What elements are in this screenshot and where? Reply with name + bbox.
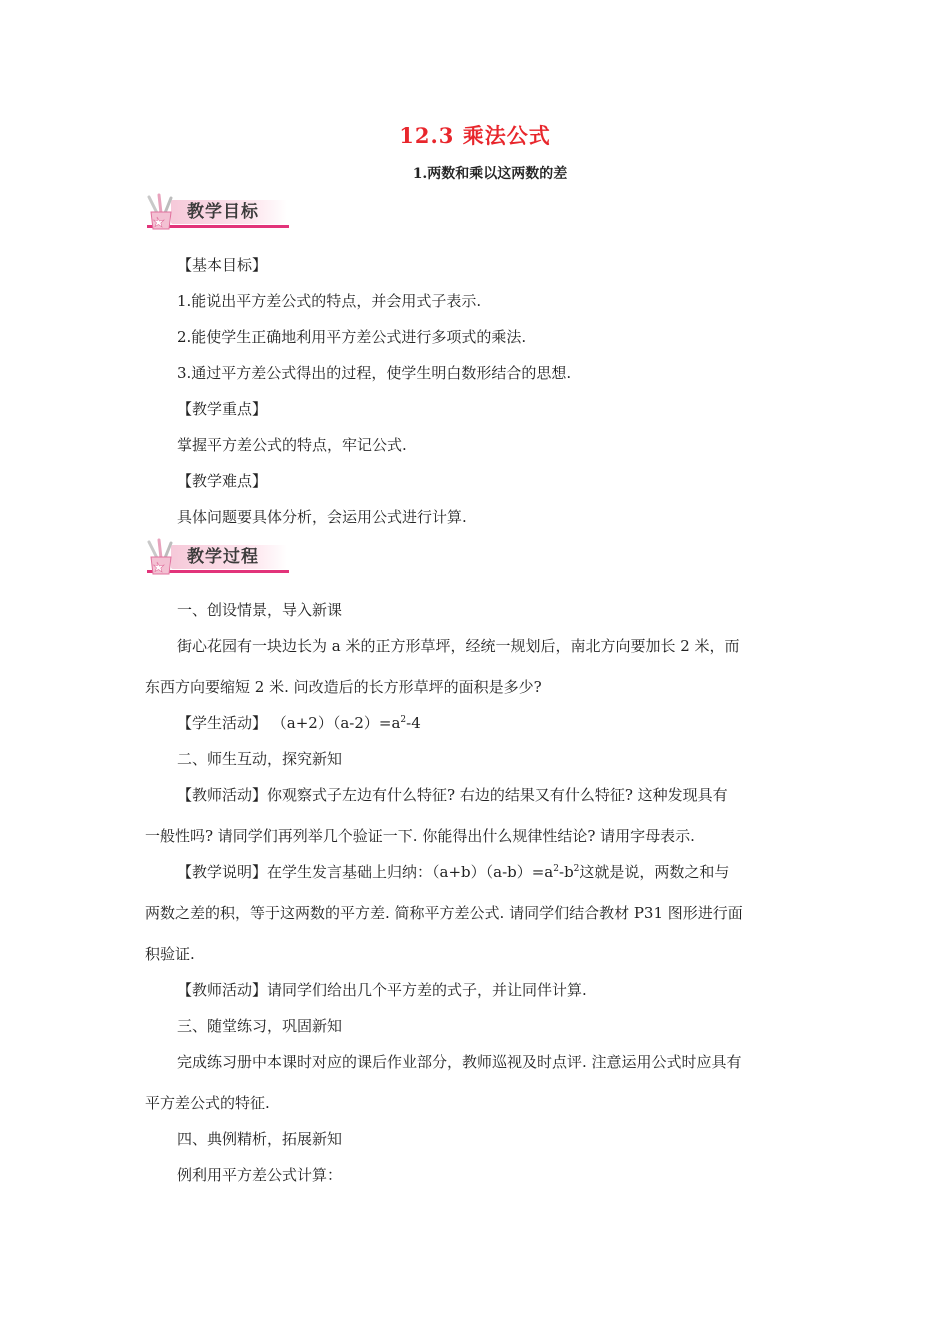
- teaching-note-line-1: [177, 862, 729, 882]
- example-line: 例利用平方差公式计算：: [177, 1166, 343, 1184]
- teacher-activity-text: 请同学们给出几个平方差的式子，并让同伴计算.: [267, 981, 587, 999]
- superscript: 2: [553, 864, 559, 874]
- student-activity-label: 【学生活动】: [177, 714, 268, 732]
- teaching-note-text: 这就是说，两数之和与: [579, 863, 730, 881]
- teaching-note-line-2: 两数之差的积，等于这两数的平方差. 简称平方差公式. 请同学们结合教材 P31 图形进行面: [145, 904, 743, 922]
- key-points-text: 掌握平方差公式的特点，牢记公式.: [177, 436, 407, 454]
- section-3-line-2: 平方差公式的特征.: [145, 1094, 270, 1112]
- goal-item-3: 3.通过平方差公式得出的过程，使学生明白数形结合的思想.: [177, 364, 572, 382]
- teacher-activity-line-2: 一般性吗? 请同学们再列举几个验证一下. 你能得出什么规律性结论? 请用字母表示.: [145, 827, 695, 845]
- basic-goals-heading: 【基本目标】: [177, 256, 268, 274]
- difficult-points-text: 具体问题要具体分析，会运用公式进行计算.: [177, 508, 467, 526]
- goal-item-1: 1.能说出平方差公式的特点，并会用式子表示.: [177, 292, 482, 310]
- page-subtitle: 1.两数和乘以这两数的差: [412, 166, 568, 182]
- pencil-cup-icon: [143, 538, 183, 578]
- teacher-activity-2-line: [177, 980, 587, 1000]
- student-activity-expression-tail: -4: [406, 714, 421, 732]
- teaching-note-label: 【教学说明】: [177, 863, 268, 881]
- page-title: 12.3 乘法公式: [399, 123, 551, 148]
- teacher-activity-label: 【教师活动】: [177, 786, 268, 804]
- badge-label: 教学过程: [187, 547, 259, 567]
- section-badge-goals: [143, 193, 289, 233]
- student-activity-line: [177, 713, 421, 733]
- teaching-note-line-3: 积验证.: [145, 945, 195, 963]
- superscript: 2: [400, 715, 407, 725]
- teacher-activity-text: 你观察式子左边有什么特征? 右边的结果又有什么特征? 这种发现具有: [267, 786, 728, 804]
- section-1-paragraph-line-1: 街心花园有一块边长为 a 米的正方形草坪，经统一规划后，南北方向要加长 2 米，而: [177, 637, 740, 655]
- section-badge-process: [143, 538, 289, 578]
- section-3-heading: 三、随堂练习，巩固新知: [177, 1017, 343, 1035]
- section-1-paragraph-line-2: 东西方向要缩短 2 米. 问改造后的长方形草坪的面积是多少?: [145, 678, 542, 696]
- section-3-line-1: 完成练习册中本课时对应的课后作业部分，教师巡视及时点评. 注意运用公式时应具有: [177, 1053, 742, 1071]
- key-points-heading: 【教学重点】: [177, 400, 268, 418]
- teaching-note-text: -b: [559, 863, 574, 881]
- badge-label: 教学目标: [187, 202, 259, 222]
- goal-item-2: 2.能使学生正确地利用平方差公式进行多项式的乘法.: [177, 328, 527, 346]
- section-1-heading: 一、创设情景，导入新课: [177, 601, 343, 619]
- teacher-activity-label: 【教师活动】: [177, 981, 268, 999]
- teaching-note-text: 在学生发言基础上归纳：（a+b）（a-b）=a: [267, 863, 554, 881]
- difficult-points-heading: 【教学难点】: [177, 472, 268, 490]
- superscript: 2: [573, 864, 580, 874]
- teacher-activity-line-1: [177, 785, 728, 805]
- section-4-heading: 四、典例精析，拓展新知: [177, 1130, 343, 1148]
- student-activity-expression: （a+2）（a-2）=a: [271, 714, 401, 732]
- section-2-heading: 二、师生互动，探究新知: [177, 750, 343, 768]
- pencil-cup-icon: [143, 193, 183, 233]
